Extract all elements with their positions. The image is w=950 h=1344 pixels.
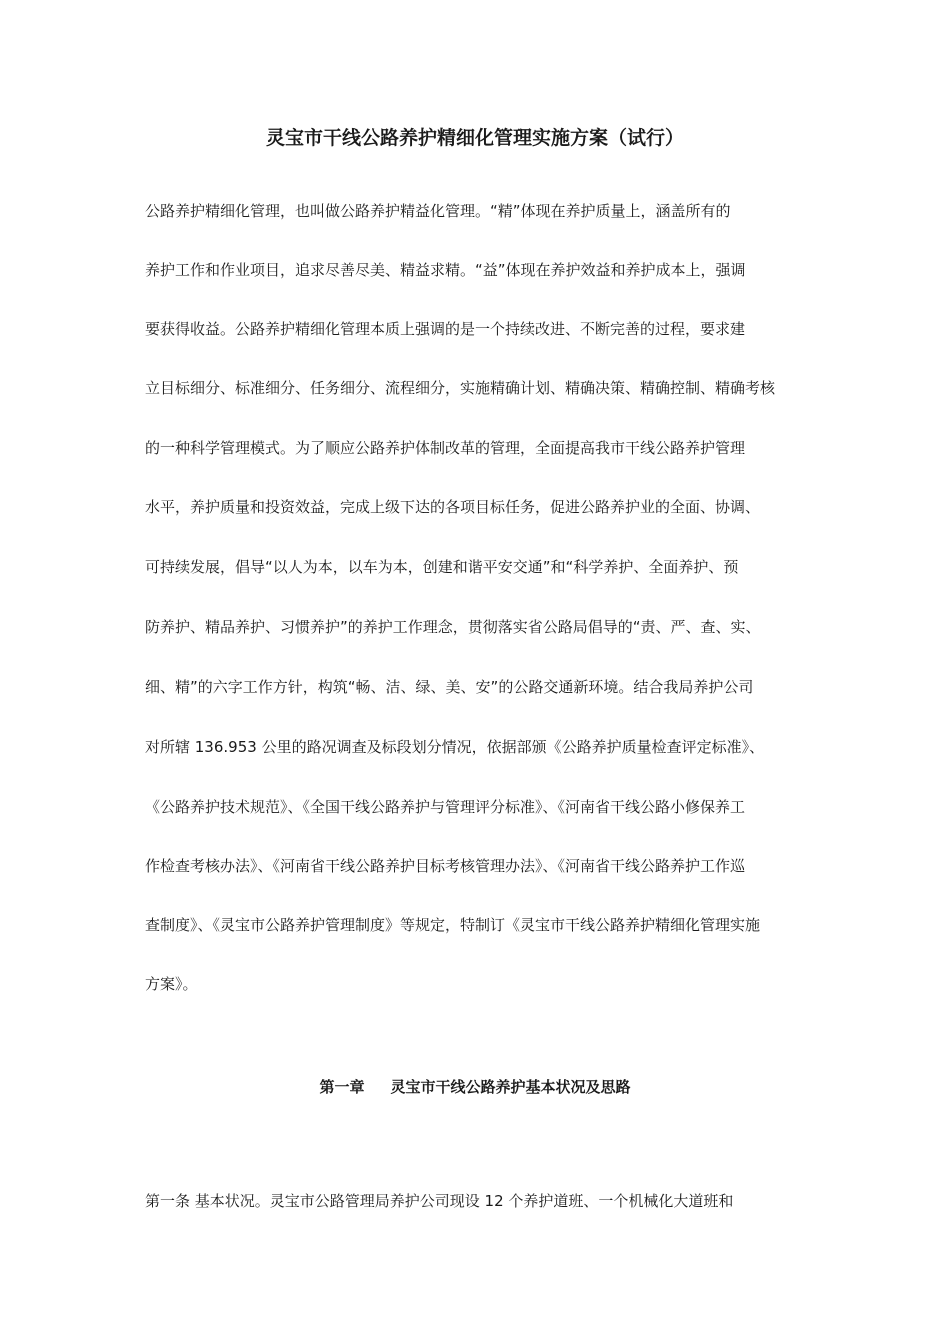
intro-line: 立目标细分、标准细分、任务细分、流程细分，实施精确计划、精确决策、精确控制、精确考核 (145, 379, 776, 397)
document-title: 灵宝市干线公路养护精细化管理实施方案（试行） (265, 127, 684, 149)
intro-line: 可持续发展，倡导“以人为本，以车为本，创建和谐平安交通”和“科学养护、全面养护、预 (145, 558, 739, 576)
intro-line: 要获得收益。公路养护精细化管理本质上强调的是一个持续改进、不断完善的过程，要求建 (145, 320, 746, 338)
intro-line: 养护工作和作业项目，追求尽善尽美、精益求精。“益”体现在养护效益和养护成本上，强调 (145, 261, 746, 279)
intro-line: 公路养护精细化管理，也叫做公路养护精益化管理。“精”体现在养护质量上，涵盖所有的 (145, 202, 731, 220)
intro-line: 方案》。 (145, 975, 198, 993)
intro-line: 细、精”的六字工作方针，构筑“畅、洁、绿、美、安”的公路交通新环境。结合我局养护公司 (145, 678, 754, 696)
chapter-heading: 第一章 灵宝市干线公路养护基本状况及思路 (319, 1078, 631, 1096)
article-line: 第一条 基本状况。灵宝市公路管理局养护公司现设 12 个养护道班、一个机械化大道班和 (145, 1192, 734, 1210)
intro-line: 作检查考核办法》、《河南省干线公路养护目标考核管理办法》、《河南省干线公路养护工作巡 (145, 857, 746, 875)
intro-line: 的一种科学管理模式。为了顺应公路养护体制改革的管理，全面提高我市干线公路养护管理 (145, 439, 746, 457)
intro-line: 水平，养护质量和投资效益，完成上级下达的各项目标任务，促进公路养护业的全面、协调、 (145, 498, 761, 516)
intro-line: 《公路养护技术规范》、《全国干线公路养护与管理评分标准》、《河南省干线公路小修保养工 (145, 798, 746, 816)
intro-line: 对所辖 136.953 公里的路况调查及标段划分情况，依据部颁《公路养护质量检查评定标准》、 (145, 738, 765, 756)
intro-line: 查制度》、《灵宝市公路养护管理制度》等规定，特制订《灵宝市干线公路养护精细化管理实施 (145, 916, 761, 934)
intro-line: 防养护、精品养护、习惯养护”的养护工作理念，贯彻落实省公路局倡导的“责、严、查、实、 (145, 618, 761, 636)
